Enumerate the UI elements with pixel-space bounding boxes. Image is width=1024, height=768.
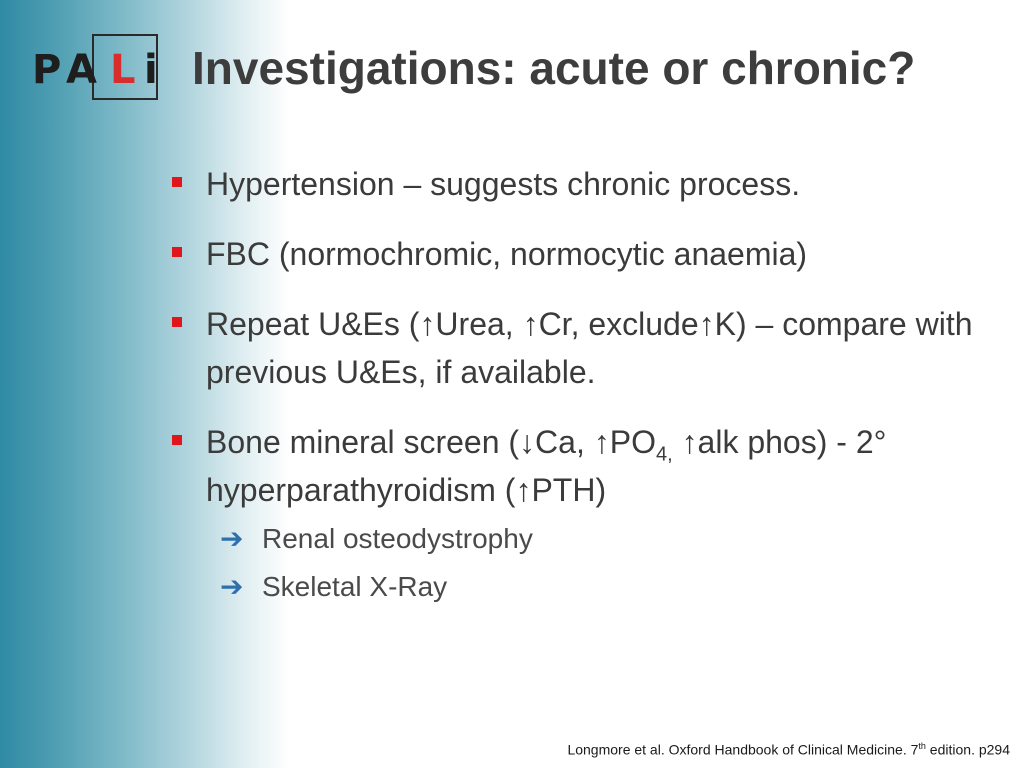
- bullet-text-part: ↑alk phos) - 2° hyperparathyroidism (↑PTH): [206, 424, 887, 508]
- square-bullet-icon: [172, 317, 182, 327]
- square-bullet-icon: [172, 177, 182, 187]
- bullet-fbc: [168, 230, 1008, 278]
- arrow-right-icon: ➔: [220, 570, 244, 603]
- slide-title: Investigations: acute or chronic?: [192, 42, 916, 94]
- citation-superscript: th: [918, 741, 926, 752]
- pali-logo: [30, 34, 170, 106]
- bullet-bone-screen: [168, 418, 1008, 608]
- citation-text: Longmore et al. Oxford Handbook of Clinical Medicine. 7: [567, 742, 919, 758]
- bullet-ues: [168, 300, 1008, 396]
- logo-letter-a: A: [66, 47, 97, 93]
- square-bullet-icon: [172, 435, 182, 445]
- logo-letter-p: P: [32, 47, 62, 93]
- subitem-renal-osteodystrophy: [206, 518, 1008, 560]
- subitem-text: Skeletal X-Ray: [262, 571, 448, 602]
- bullet-text: FBC (normochromic, normocytic anaemia): [206, 236, 808, 272]
- logo-letter-i: i: [144, 47, 158, 93]
- subscript-4: 4,: [655, 443, 673, 466]
- arrow-right-icon: ➔: [220, 522, 244, 555]
- bullet-text-part: Bone mineral screen (↓Ca, ↑PO: [206, 424, 656, 460]
- square-bullet-icon: [172, 247, 182, 257]
- subitem-skeletal-xray: [206, 566, 1008, 608]
- logo-letter-l: L: [110, 47, 136, 93]
- bullet-list: [168, 160, 1008, 630]
- citation-text-end: edition. p294: [925, 742, 1010, 758]
- sub-bullet-list: [206, 518, 1008, 608]
- citation: [567, 741, 1010, 758]
- subitem-text: Renal osteodystrophy: [262, 523, 533, 554]
- bullet-hypertension: [168, 160, 1008, 208]
- bullet-text: Hypertension – suggests chronic process.: [206, 166, 801, 202]
- bullet-text: Repeat U&Es (↑Urea, ↑Cr, exclude↑K) – compare with previous U&Es, if available.: [206, 306, 973, 390]
- bullet-text: [206, 424, 886, 508]
